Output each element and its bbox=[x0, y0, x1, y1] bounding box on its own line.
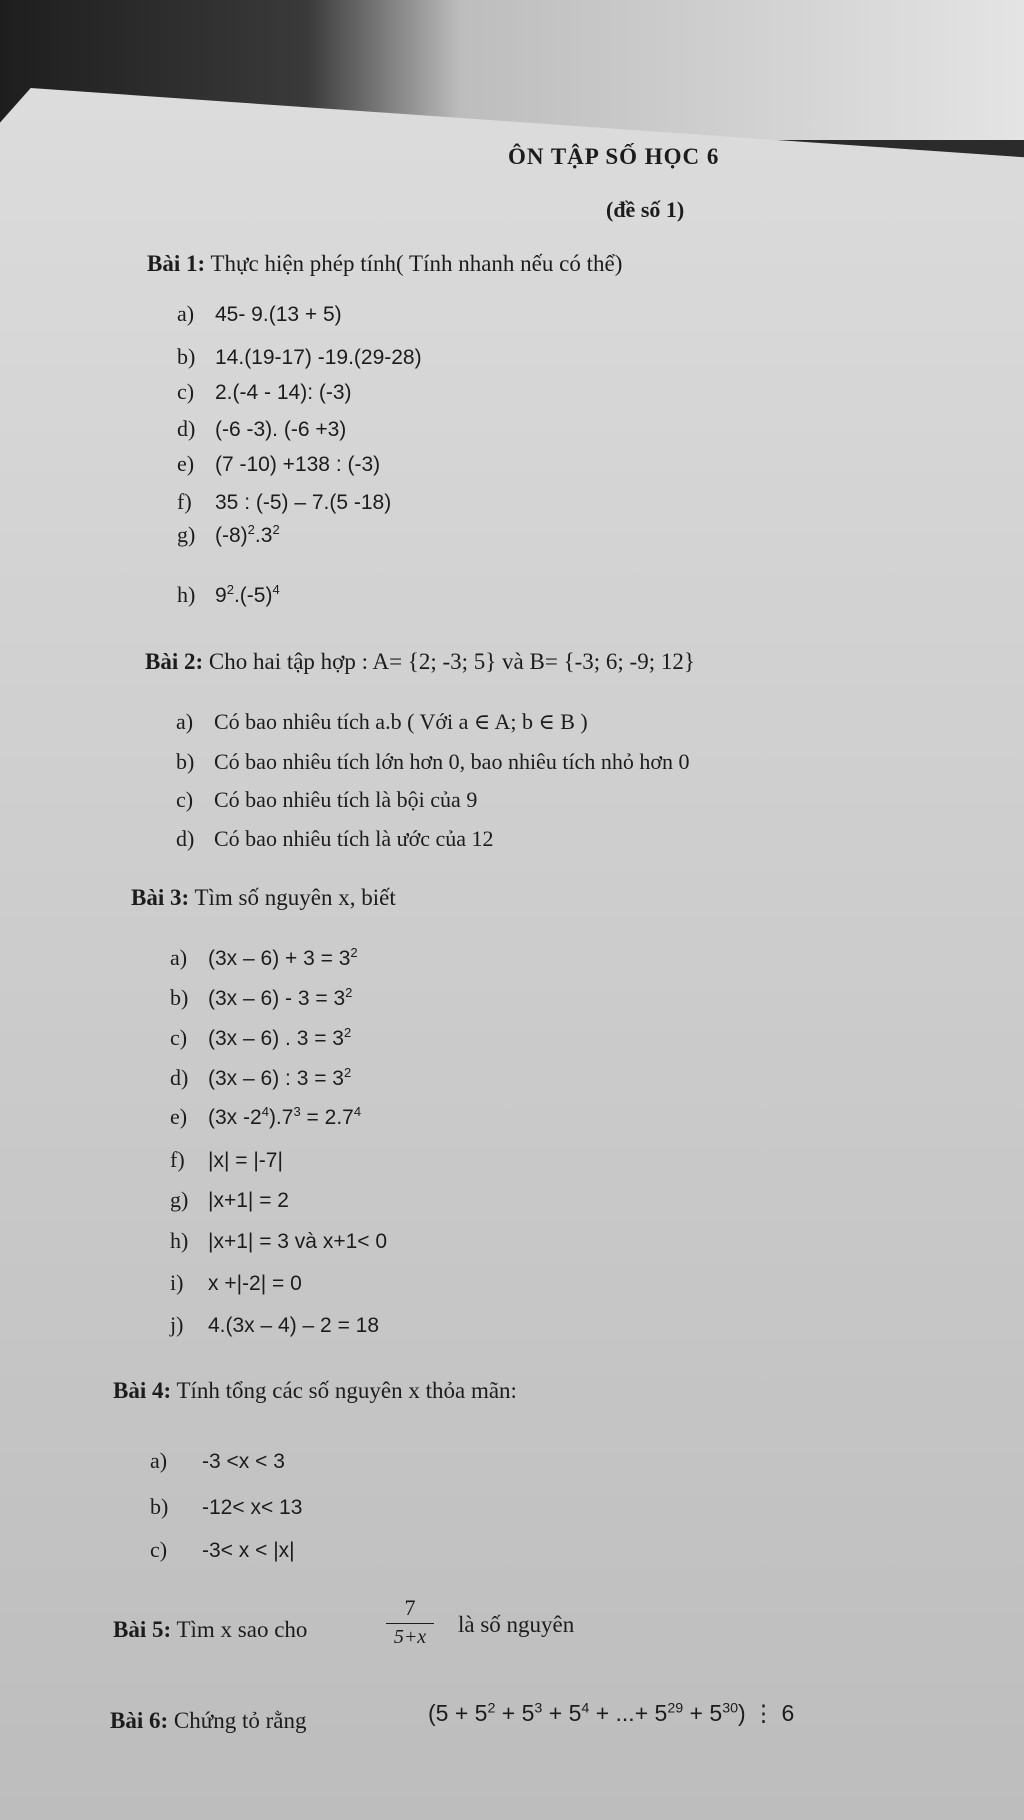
bai2-heading: Bài 2: Cho hai tập hợp : A= {2; -3; 5} và B= {-3; 6; -9; 12} bbox=[145, 649, 695, 674]
bai3-item-c: c) (3x – 6) . $3 = 3^2$ bbox=[170, 1025, 352, 1050]
bai4-item-b: b) -12< x< 13 bbox=[150, 1494, 303, 1519]
bai4-heading: Bài 4: Tính tổng các số nguyên x thỏa mãn: bbox=[113, 1378, 517, 1403]
bai3-item-h: h) |x+1| = 3 và x+1< 0 bbox=[170, 1228, 388, 1253]
bai3-item-j: j) 4.(3x – 4) – 2 = 18 bbox=[170, 1312, 380, 1337]
bai3-heading: Bài 3: Tìm số nguyên x, biết bbox=[131, 885, 396, 910]
bai3-item-a: a) $(3x - 6) + 3 = 3^2$ bbox=[170, 945, 358, 970]
bai5-heading: Bài 5: Tìm x sao cho bbox=[113, 1617, 308, 1642]
page-title: ÔN TẬP SỐ HỌC 6 bbox=[508, 144, 720, 169]
bai1-item-f: f) 35 : (-5) – 7.(5 -18) bbox=[177, 489, 392, 514]
bai2-item-d: d) Có bao nhiêu tích là ước của 12 bbox=[176, 826, 494, 851]
bai3-item-b: b) $(3x - 6) - 3 = 3^2$ bbox=[170, 985, 353, 1010]
bai4-item-a: a) -3 <x < 3 bbox=[150, 1448, 285, 1473]
bai3-item-d: d) (3x – 6) : $3 = 3^2$ bbox=[170, 1065, 352, 1090]
bai2-item-a: a) Có bao nhiêu tích a.b ( Với a ∈ A; b ∈ B ) bbox=[176, 709, 588, 734]
bai1-item-h: h) $9^2.(-5)^4$ bbox=[177, 582, 280, 607]
bai3-item-g: g) |x+1| = 2 bbox=[170, 1187, 289, 1212]
bai1-item-d: d) (-6 -3). (-6 +3) bbox=[177, 416, 347, 441]
bai3-item-i: i) x +|-2| = 0 bbox=[170, 1270, 302, 1295]
bai1-item-a: a) 45- 9.(13 + 5) bbox=[177, 301, 342, 326]
bai1-item-e: e) (7 -10) +138 : (-3) bbox=[177, 451, 381, 476]
page-subtitle: (đề số 1) bbox=[606, 197, 685, 222]
bai3-item-f: f) |x| = |-7| bbox=[170, 1147, 283, 1172]
bai1-heading: Bài 1: Thực hiện phép tính( Tính nhanh nếu có thể) bbox=[147, 251, 623, 276]
bai1-item-c: c) 2.(-4 - 14): (-3) bbox=[177, 379, 352, 404]
bai6-heading: Bài 6: Chứng tỏ rằng bbox=[110, 1708, 307, 1733]
bai2-item-b: b) Có bao nhiêu tích lớn hơn 0, bao nhiêu tích nhỏ hơn 0 bbox=[176, 749, 690, 774]
bai5-fraction bbox=[386, 1595, 434, 1649]
bai2-item-c: c) Có bao nhiêu tích là bội của 9 bbox=[176, 787, 478, 812]
bai3-item-e: e) (3x $-2^4).7^3 = 2.7^4$ bbox=[170, 1104, 362, 1129]
bai4-item-c: c) -3< x < |x| bbox=[150, 1537, 295, 1562]
fraction-denominator: 5+x bbox=[393, 1626, 427, 1648]
bai1-item-g: g) $(-8)^2.3^2$ bbox=[177, 522, 280, 547]
bai1-item-b: b) 14.(19-17) -19.(29-28) bbox=[177, 344, 422, 369]
bai6-expression: ($5 + 5^2 + 5^3 + 5^4$ + ...+ $5^{29} + 5^{30}$) ⋮ 6 bbox=[428, 1700, 795, 1726]
fraction-numerator: 7 bbox=[386, 1595, 434, 1624]
bai5-tail: là số nguyên bbox=[458, 1612, 575, 1637]
